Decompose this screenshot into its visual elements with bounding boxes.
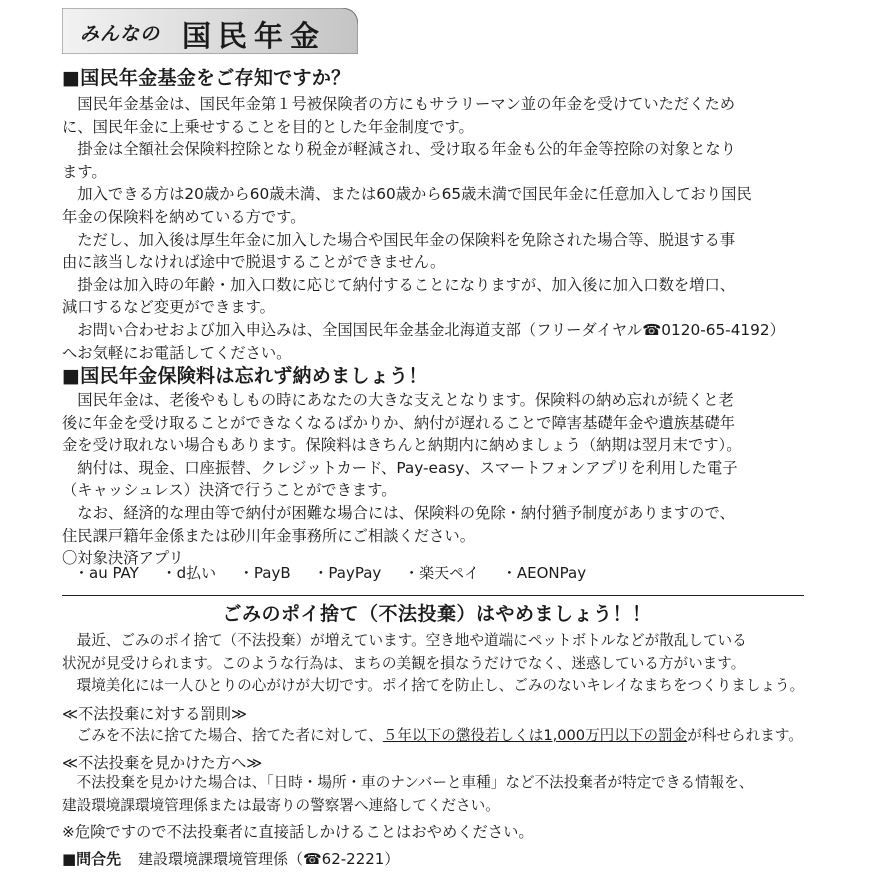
found-heading: ≪不法投棄を見かけた方へ≫ xyxy=(62,754,263,772)
payment-app-item: ・PayPay xyxy=(313,564,382,582)
text-line: 環境美化には一人ひとりの心がけが大切です。ポイ捨てを防止し、ごみのないキレイなまちをつくりましょう。 xyxy=(62,677,805,695)
banner-small-text: みんなの xyxy=(80,23,161,45)
text-line: 納付は、現金、口座振替、クレジットカード、Pay-easy、スマートフォンアプリを利用した電子 xyxy=(62,458,738,477)
payment-app-item: ・au PAY xyxy=(74,564,139,582)
text-line: 住民課戸籍年金係または砂川年金事務所にご相談ください。 xyxy=(62,526,476,545)
penalty-post: が科せられます。 xyxy=(687,727,803,744)
text-line: 掛金は加入時の年齢・加入口数に応じて納付することになりますが、加入後に加入口数を増口、 xyxy=(62,275,736,294)
text-line: 加入できる方は20歳から60歳未満、または60歳から65歳未満で国民年金に任意加入しており国民 xyxy=(62,185,752,204)
text-line: お問い合わせおよび加入申込みは、全国国民年金基金北海道支部（フリーダイヤル☎0120-65-4192） xyxy=(62,320,785,339)
text-line: ます。 xyxy=(62,162,107,181)
text-line: 建設環境課環境管理係または最寄りの警察署へ連絡してください。 xyxy=(62,796,500,814)
section1-body xyxy=(62,93,810,364)
text-line: へお気軽にお電話してください。 xyxy=(62,343,292,362)
penalty-text xyxy=(62,724,803,745)
text-line: に、国民年金に上乗せすることを目的とした年金制度です。 xyxy=(62,117,474,136)
text-line: 減口するなど変更ができます。 xyxy=(62,298,275,317)
text-line: 状況が見受けられます。このような行為は、まちの美観を損なうだけでなく、迷惑している方がいます。 xyxy=(62,654,746,672)
text-line: 年金の保険料を納めている方です。 xyxy=(62,207,306,226)
penalty-heading: ≪不法投棄に対する罰則≫ xyxy=(62,705,247,723)
warning-text: ※危険ですので不法投棄者に直接話しかけることはおやめください。 xyxy=(62,823,534,841)
payment-app-item: ・PayB xyxy=(238,564,291,582)
penalty-pre: ごみを不法に捨てた場合、捨てた者に対して、 xyxy=(62,727,383,744)
section3-body xyxy=(62,630,810,698)
contact-line xyxy=(62,848,399,869)
penalty-underline: ５年以下の懲役若しくは1,000万円以下の罰金 xyxy=(382,727,688,744)
text-line: 金を受け取れない場合もあります。保険料はきちんと納期内に納めましょう（納期は翌月末です）。 xyxy=(62,436,742,455)
text-line: 由に該当しなければ途中で脱退することができません。 xyxy=(62,253,446,272)
section2-body xyxy=(62,389,810,570)
section3-title: ごみのポイ捨て（不法投棄）はやめましょう！！ xyxy=(222,603,652,625)
text-line: 掛金は全額社会保険料控除となり税金が軽減され、受け取る年金も公的年金等控除の対象となり xyxy=(62,140,736,159)
contact-label: ■問合先 xyxy=(62,850,122,868)
payment-app-item: ・楽天ペイ xyxy=(404,564,480,582)
contact-text: 建設環境課環境管理係（☎62-2221） xyxy=(137,850,400,868)
payment-app-item: ・d払い xyxy=(161,564,217,582)
section1-heading: ■国民年金基金をご存知ですか？ xyxy=(62,67,351,89)
found-body xyxy=(62,772,810,817)
text-line: なお、経済的な理由等で納付が困難な場合には、保険料の免除・納付猶予制度がありますので、 xyxy=(62,503,735,522)
text-line: ただし、加入後は厚生年金に加入した場合や国民年金の保険料を免除された場合等、脱退する事 xyxy=(62,230,736,249)
payment-app-list xyxy=(74,562,604,583)
section2-heading: ■国民年金保険料は忘れず納めましょう！ xyxy=(62,365,428,387)
text-line: 最近、ごみのポイ捨て（不法投棄）が増えています。空き地や道端にペットボトルなどが散乱している xyxy=(62,632,747,649)
text-line: （キャッシュレス）決済で行うことができます。 xyxy=(62,481,397,500)
text-line: 国民年金基金は、国民年金第１号被保険者の方にもサラリーマン並の年金を受けていただくため xyxy=(62,95,736,113)
text-line: 〇対象決済アプリ xyxy=(62,549,184,568)
payment-app-item: ・AEONPay xyxy=(501,564,587,582)
section-banner xyxy=(62,8,358,54)
banner-title: 国民年金 xyxy=(182,19,327,53)
text-line: 国民年金は、老後やもしもの時にあなたの大きな支えとなります。保険料の納め忘れが続くと老 xyxy=(62,391,734,409)
text-line: 不法投棄を見かけた場合は、「日時・場所・車のナンバーと車種」など不法投棄者が特定できる情報を、 xyxy=(62,774,754,791)
section-divider xyxy=(62,595,804,596)
text-line: 後に年金を受け取ることができなくなるばかりか、納付が遅れることで障害基礎年金や遺族基礎年 xyxy=(62,413,736,432)
